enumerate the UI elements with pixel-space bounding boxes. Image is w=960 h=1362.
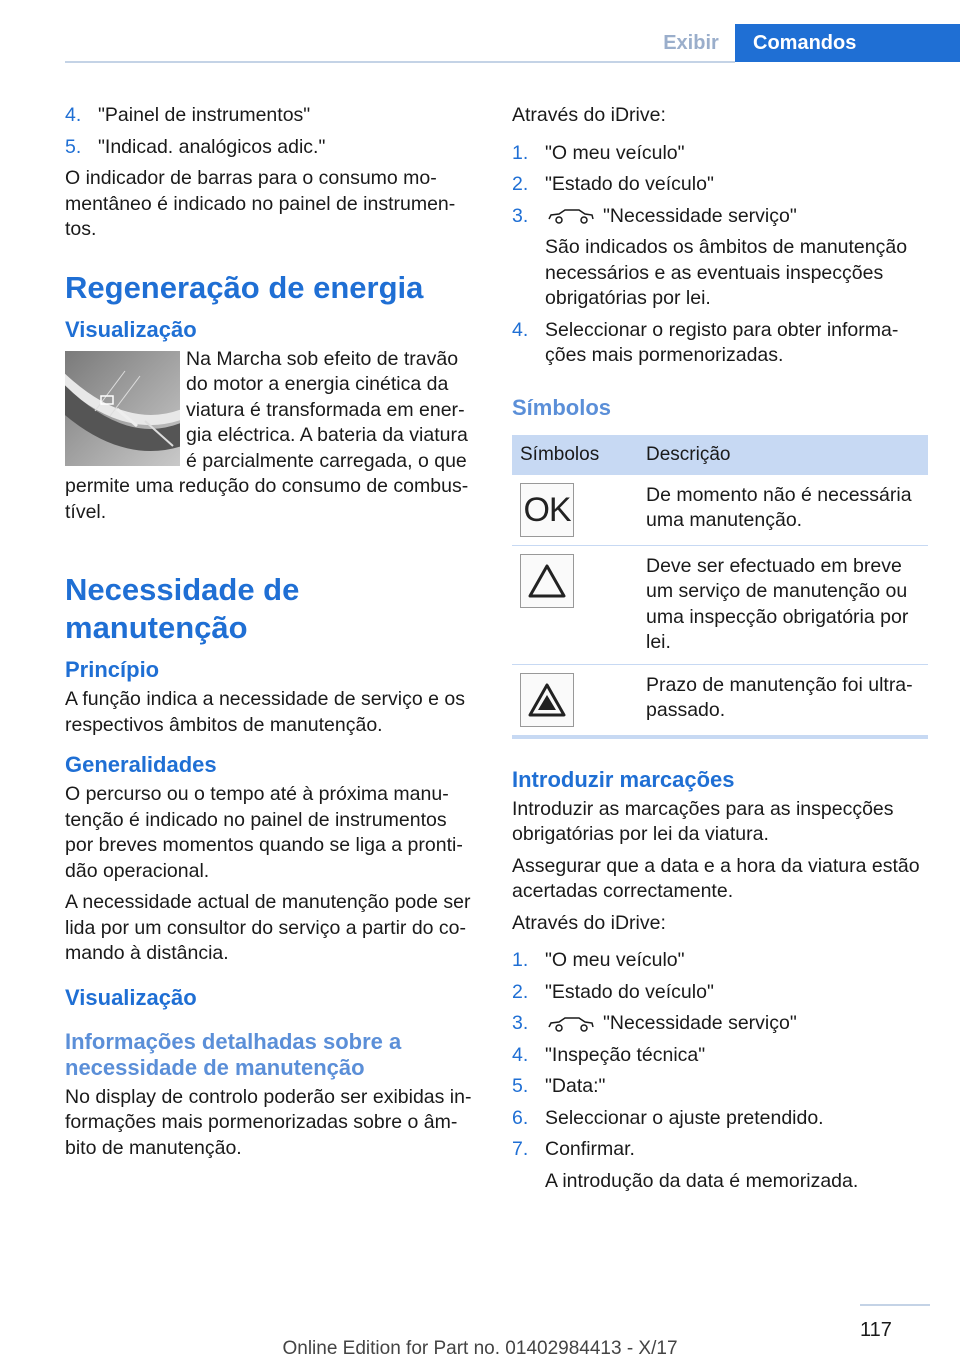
list-text: "Estado do veículo" [545,173,714,195]
heading-principio: Princípio [65,657,160,682]
warning-triangle-filled-icon [527,682,567,718]
list-text: "Estado do veículo" [545,980,714,1003]
list-item [512,1074,930,1100]
heading-marcacoes: Introduzir marcações [512,766,735,792]
warning-triangle-icon [520,554,574,608]
heading-generalidades: Generalidades [65,752,217,777]
list-text [545,1011,930,1037]
warning-triangle-filled-icon [520,673,574,727]
list-number: 5. [512,1075,529,1097]
list-item [512,318,930,369]
header-rule [65,61,735,63]
car-icon [547,208,595,224]
table-cell-icon [512,664,638,737]
page-number: 117 [860,1319,892,1341]
right-column [512,103,930,1200]
heading-informacoes: Informações detalhadas sobre a necessidade de manutenção [65,1028,402,1080]
heading-manutencao: Necessidade de manutenção [65,572,300,645]
list-number: 6. [512,1106,529,1129]
footer-edition: Online Edition for Part no. 01402984413 - X/17 [282,1338,678,1359]
heading-regeneracao: Regeneração de energia [65,269,424,305]
paragraph-idrive-2: Através do iDrive: [512,911,666,934]
left-column [65,103,480,1167]
table-header-descricao: Descrição [638,435,928,475]
list-item [512,980,930,1006]
list-text: "Inspeção técnica" [545,1043,706,1066]
table-header-row [512,435,928,475]
list-item [512,1043,930,1069]
list-text: "O meu veículo" [545,141,685,164]
list-number: 1. [512,141,529,164]
list-text: "Indicad. analógicos adic." [98,135,326,158]
warning-triangle-icon [527,563,567,599]
paragraph-marcacoes-2: Assegurar que a data e a hora da viatura estão acertadas correctamente. [512,854,920,902]
list-number: 4. [512,318,529,341]
symbols-table [512,435,928,739]
list-text: Confirmar. [545,1138,635,1160]
instrument-cluster-image [65,351,180,466]
list-item [512,1137,930,1163]
list-number: 2. [512,980,529,1003]
list-text-label: "Necessidade serviço" [603,204,797,227]
list-item [512,948,930,974]
list-text-label: "Necessidade serviço" [603,1012,797,1034]
table-header-simbolos: Símbolos [512,435,638,475]
table-row [512,545,928,664]
list-subtext: A introdução da data é memorizada. [545,1169,859,1192]
list-text: "Data:" [545,1075,606,1097]
list-item [512,172,930,198]
paragraph-idrive: Através do iDrive: [512,104,666,126]
ok-symbol-icon [520,483,574,537]
table-row [512,664,928,737]
list-number: 5. [65,135,82,158]
list-item [512,1011,930,1037]
list-text: Seleccionar o registo para obter informações mais pormenorizadas. [545,318,899,366]
paragraph-regeneracao: Na Marcha sob efeito de travão do motor a energia cinética da viatura é transformada em energia eléctrica. A bateria da viatura é parcialmente carregada, o que permite uma redução do consumo de combustível. [65,347,469,523]
tab-comandos[interactable]: Comandos [735,24,960,62]
footer-rule [860,1304,930,1306]
list-number: 3. [512,204,529,227]
list-subtext: São indicados os âmbitos de manutenção necessários e as eventuais inspecções obrigatórias por lei. [545,236,908,309]
list-number: 2. [512,173,529,195]
paragraph-generalidades-1: O percurso ou o tempo até à próxima manutenção é indicado no painel de instrumentos por breves momentos quando se liga a prontidão operacional. [65,783,463,882]
table-cell-icon [512,545,638,664]
paragraph-informacoes: No display de controlo poderão ser exibidas informações mais pormenorizadas sobre o âmbito de manutenção. [65,1085,472,1159]
paragraph-generalidades-2: A necessidade actual de manutenção pode ser lida por um consultor do serviço a partir do comando à distância. [65,891,471,964]
list-number: 4. [512,1043,529,1066]
list-item [512,204,930,230]
paragraph-marcacoes-1: Introduzir as marcações para as inspecções obrigatórias por lei da viatura. [512,797,894,845]
list-text: "O meu veículo" [545,949,685,971]
list-number: 1. [512,949,529,971]
list-text [545,204,930,230]
list-text: Seleccionar o ajuste pretendido. [545,1106,824,1129]
heading-visualizacao-2: Visualização [65,984,197,1010]
list-item [512,141,930,167]
table-cell-icon [512,475,638,546]
paragraph-consumo: O indicador de barras para o consumo momentâneo é indicado no painel de instrumentos. [65,167,456,240]
list-item [512,1106,930,1132]
paragraph-principio: A função indica a necessidade de serviço e os respectivos âmbitos de manutenção. [65,688,466,736]
tab-exibir[interactable]: Exibir [663,32,719,54]
list-text: "Painel de instrumentos" [98,104,311,126]
table-cell-desc: Prazo de manutenção foi ultrapassado. [638,664,928,737]
list-number: 4. [65,104,82,126]
table-cell-desc: De momento não é necessária uma manutenção. [638,475,928,546]
ok-symbol-text: OK [523,490,571,529]
table-cell-desc: Deve ser efectuado em breve um serviço de manutenção ou uma inspecção obrigatória por lei. [638,545,928,664]
list-number: 3. [512,1012,529,1034]
heading-visualizacao: Visualização [65,316,197,342]
list-number: 7. [512,1138,529,1160]
list-item [65,103,480,129]
heading-simbolos: Símbolos [512,394,612,420]
list-item [65,135,480,161]
car-icon [547,1016,595,1032]
table-row [512,475,928,546]
